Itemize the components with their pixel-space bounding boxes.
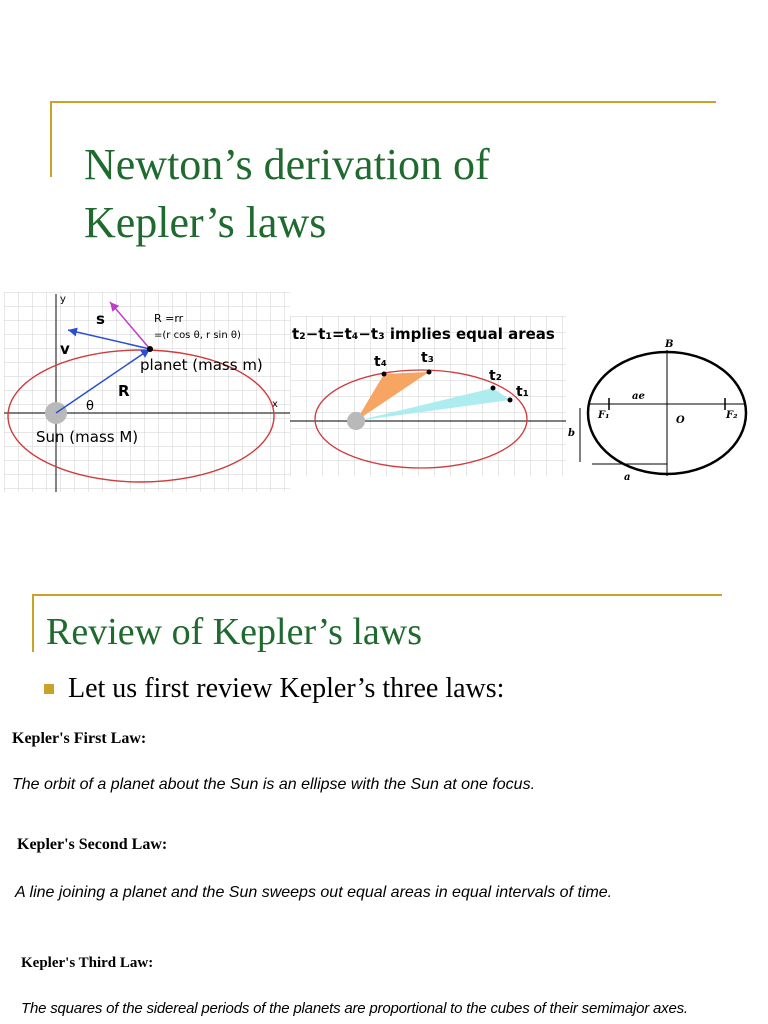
vector-v-label: v [60, 340, 70, 358]
slide2-top-rule [32, 594, 722, 596]
slide2-title: Review of Kepler’s laws [46, 611, 423, 653]
label-t2: t₂ [489, 368, 502, 384]
slide1-title [84, 136, 490, 252]
slide1-title-line2: Kepler’s laws [84, 198, 327, 247]
R-equation: R =rr [154, 312, 184, 325]
slide1-left-rule [50, 101, 52, 177]
label-ae: ae [632, 391, 645, 402]
law3-text: The squares of the sidereal periods of the planets are proportional to the cubes of their semimajor axes. [21, 1000, 688, 1017]
label-b: b [568, 428, 575, 439]
law1-heading: Kepler's First Law: [12, 730, 147, 747]
law1-text: The orbit of a planet about the Sun is an ellipse with the Sun at one focus. [12, 776, 536, 793]
law2-text: A line joining a planet and the Sun sweeps out equal areas in equal intervals of time. [15, 884, 613, 901]
slide1-top-rule [50, 101, 716, 103]
point-t3 [427, 370, 432, 375]
sun-marker [347, 412, 365, 430]
label-a: a [624, 472, 631, 483]
bullet-text: Let us first review Kepler’s three laws: [68, 673, 505, 704]
R-components: =(r cos θ, r sin θ) [154, 330, 241, 341]
label-F2: F₂ [726, 410, 738, 421]
label-t1: t₁ [516, 384, 529, 400]
label-F1: F₁ [598, 410, 610, 421]
point-t1 [508, 398, 513, 403]
vector-R-label: R [118, 382, 130, 400]
label-B: B [665, 339, 674, 350]
x-axis-label: x [272, 399, 278, 410]
label-t3: t₃ [421, 350, 434, 366]
equal-areas-equation: t₂−t₁=t₄−t₃ implies equal areas [292, 325, 555, 343]
label-t4: t₄ [374, 354, 387, 370]
theta-label: θ [86, 399, 94, 414]
slide1-title-line1: Newton’s derivation of [84, 140, 490, 189]
vector-s-label: s [96, 310, 105, 328]
point-t2 [491, 386, 496, 391]
sun-label: Sun (mass M) [36, 428, 139, 446]
bullet-marker [44, 684, 54, 694]
ellipse-geometry-figure [568, 336, 764, 486]
planet-marker [147, 346, 153, 352]
law3-heading: Kepler's Third Law: [21, 955, 154, 971]
slide2-left-rule [32, 594, 34, 652]
y-axis-label: y [60, 294, 66, 305]
equal-areas-figure [290, 316, 566, 476]
orbit-vector-figure [4, 292, 290, 492]
point-t4 [382, 372, 387, 377]
label-O: O [676, 415, 685, 426]
law2-heading: Kepler's Second Law: [17, 836, 168, 853]
planet-label: planet (mass m) [140, 356, 263, 374]
